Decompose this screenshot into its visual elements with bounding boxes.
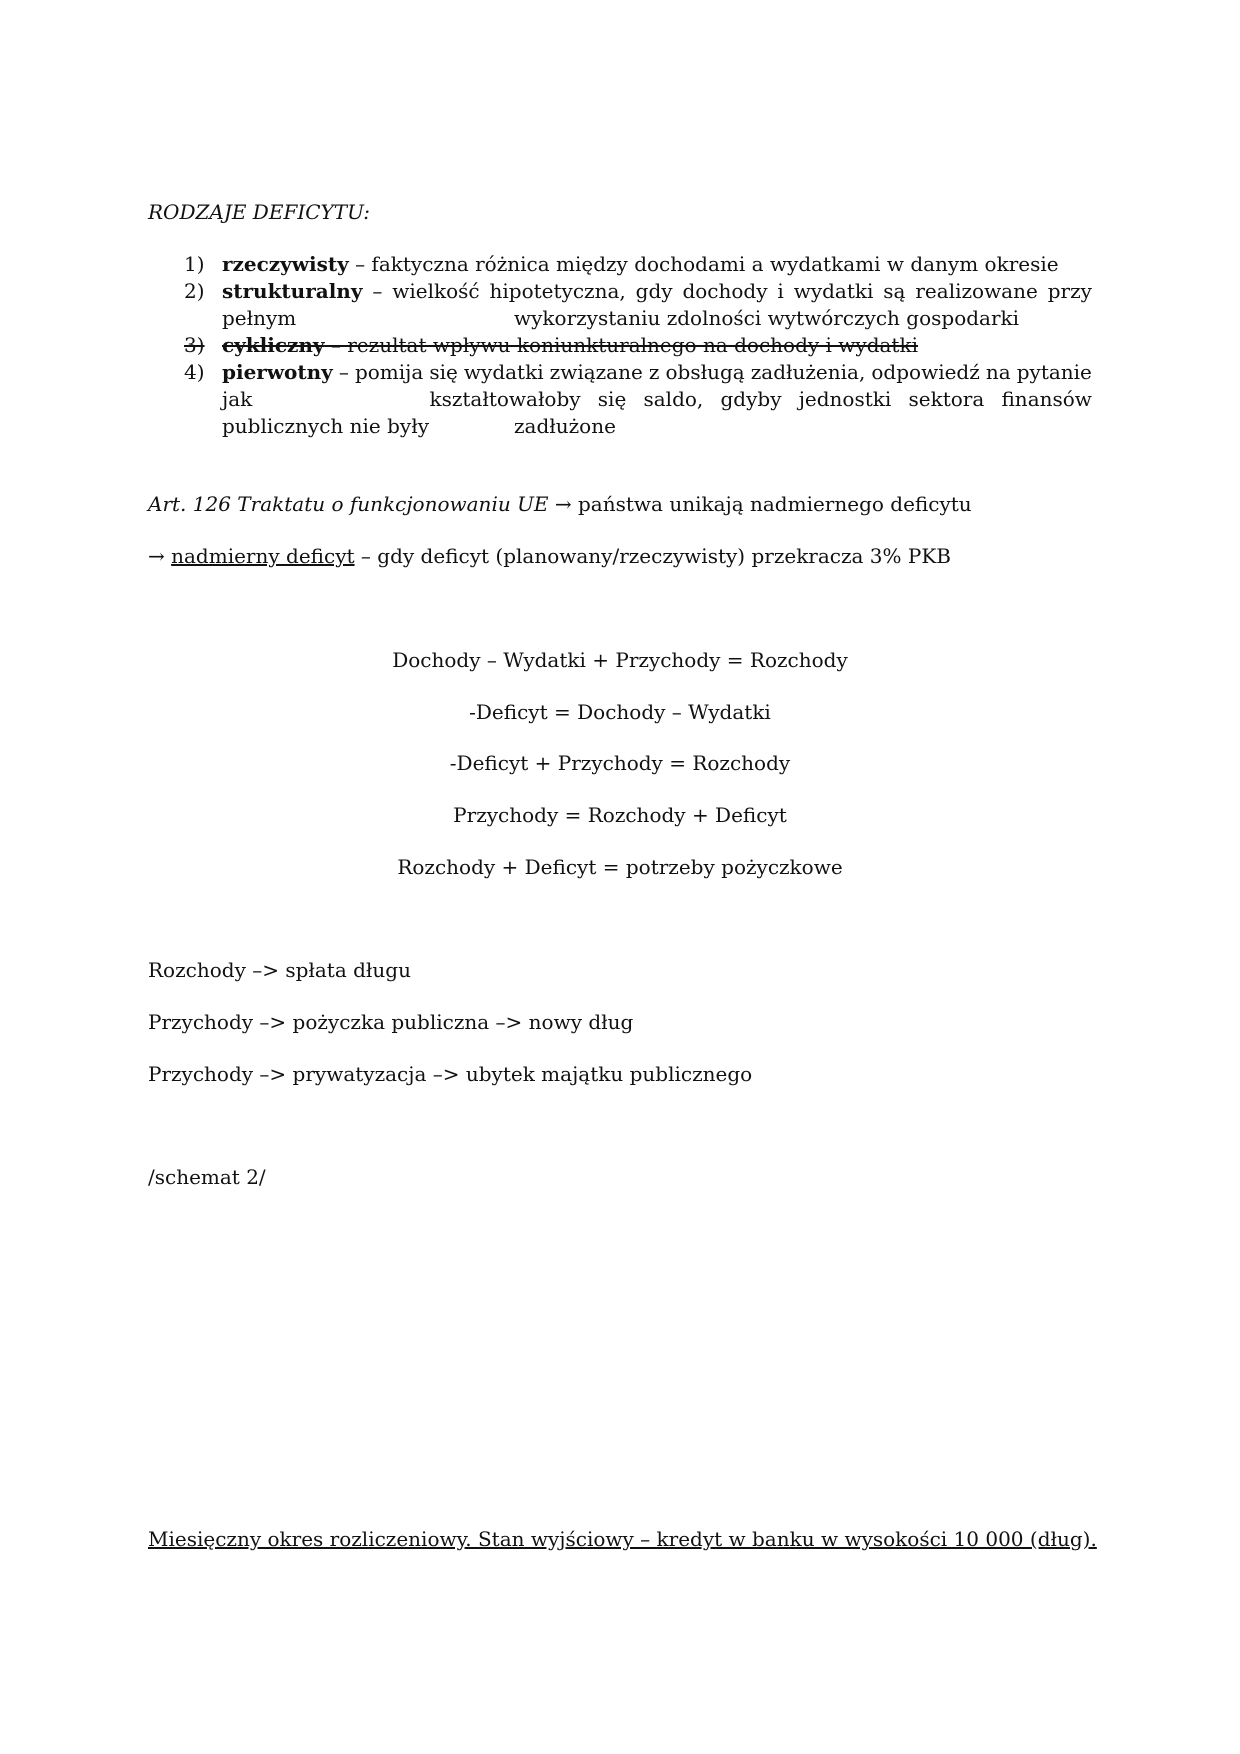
word: sektora <box>908 387 985 411</box>
term: nadmierny deficyt <box>171 544 355 568</box>
word: wielkość <box>392 279 480 303</box>
word: kształtowałoby <box>429 387 581 411</box>
definition: – gdy deficyt (planowany/rzeczywisty) przekracza 3% PKB <box>354 544 951 568</box>
list-number: 2) <box>184 279 205 303</box>
term: rzeczywisty <box>222 252 349 276</box>
word: na <box>985 360 1011 384</box>
word: gdyby <box>720 387 782 411</box>
equation: Dochody – Wydatki + Przychody = Rozchody <box>392 648 848 672</box>
term: cykliczny <box>222 333 325 357</box>
word: odpowiedź <box>871 360 980 384</box>
flow-line: Rozchody –> spłata długu <box>148 958 411 982</box>
word: hipotetyczna, <box>489 279 626 303</box>
word: realizowane <box>915 279 1038 303</box>
flow-line: Przychody –> pożyczka publiczna –> nowy dług <box>148 1010 634 1034</box>
word: się <box>429 360 458 384</box>
list-text-justified <box>222 279 1092 303</box>
equation: Przychody = Rozchody + Deficyt <box>453 803 787 827</box>
billing-period-note: Miesięczny okres rozliczeniowy. Stan wyjściowy – kredyt w banku w wysokości 10 000 (dług). <box>148 1527 1097 1551</box>
word: obsługą <box>665 360 745 384</box>
list-text: wykorzystaniu zdolności wytwórczych gospodarki <box>514 306 1020 330</box>
word: – <box>338 360 349 384</box>
definition: – rezultat wpływu koniunkturalnego na dochody i wydatki <box>324 333 918 357</box>
word: zadłużenia, <box>750 360 866 384</box>
word: i <box>777 279 784 303</box>
list-text <box>222 333 918 357</box>
word: gdy <box>635 279 673 303</box>
list-number: 3) <box>184 333 205 357</box>
word: przy <box>1047 279 1092 303</box>
list-text: publicznych nie były <box>222 414 429 438</box>
heading: RODZAJE DEFICYTU: <box>148 200 370 224</box>
treaty-text: → państwa unikają nadmiernego deficytu <box>548 492 972 516</box>
term: pierwotny <box>222 360 333 384</box>
equation: -Deficyt + Przychody = Rozchody <box>449 751 791 775</box>
word: wydatki <box>793 279 874 303</box>
word: wydatki <box>463 360 544 384</box>
flow-line: Przychody –> prywatyzacja –> ubytek majątku publicznego <box>148 1062 753 1086</box>
word: z <box>648 360 660 384</box>
arrow: → <box>148 544 172 568</box>
list-text <box>222 252 1059 276</box>
word: finansów <box>1001 387 1092 411</box>
word: związane <box>549 360 643 384</box>
word: – <box>372 279 383 303</box>
word: pytanie <box>1016 360 1092 384</box>
equation: Rozchody + Deficyt = potrzeby pożyczkowe <box>397 855 843 879</box>
term: strukturalny <box>222 279 363 303</box>
schema-reference: /schemat 2/ <box>148 1165 266 1189</box>
excessive-deficit-line <box>148 544 951 568</box>
word: saldo, <box>643 387 704 411</box>
list-text: pełnym <box>222 306 297 330</box>
list-number: 4) <box>184 360 205 384</box>
equation: -Deficyt = Dochody – Wydatki <box>469 700 771 724</box>
word: dochody <box>682 279 768 303</box>
word: są <box>883 279 906 303</box>
list-text-justified <box>222 360 1092 384</box>
list-text-justified <box>222 387 1092 411</box>
word: jednostki <box>798 387 892 411</box>
word: jak <box>222 387 253 411</box>
treaty-line <box>148 492 972 516</box>
word: się <box>597 387 627 411</box>
list-text: zadłużone <box>514 414 616 438</box>
list-number: 1) <box>184 252 205 276</box>
word: pomija <box>354 360 424 384</box>
treaty-reference: Art. 126 Traktatu o funkcjonowaniu UE <box>148 492 549 516</box>
definition: – faktyczna różnica między dochodami a wydatkami w danym okresie <box>348 252 1059 276</box>
